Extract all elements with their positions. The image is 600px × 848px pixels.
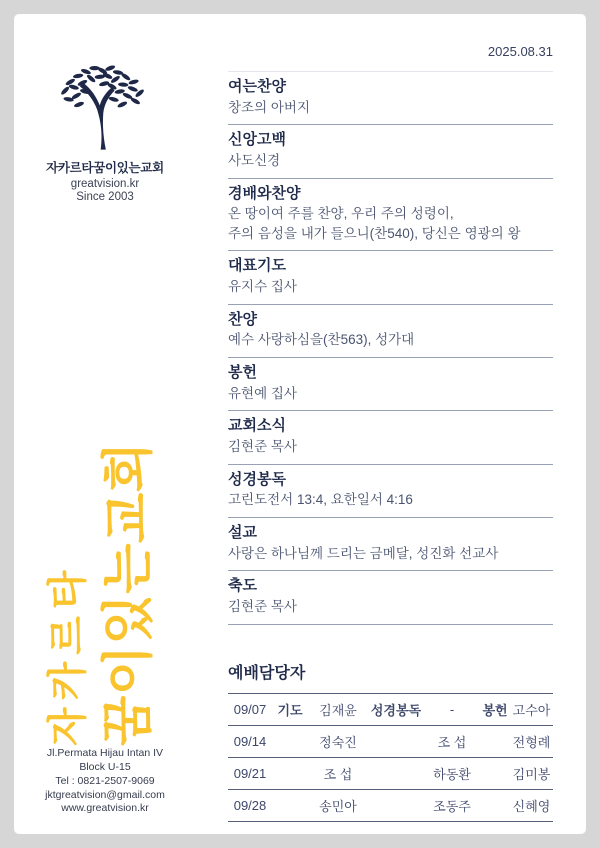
section-opening-praise xyxy=(228,72,553,125)
section-title: 설교 xyxy=(228,523,257,541)
section-sermon xyxy=(228,518,553,571)
address-line-tel: Tel : 0821-2507-9069 xyxy=(55,774,155,787)
section-detail: 주의 음성을 내가 들으니(찬540), 당신은 영광의 왕 xyxy=(228,225,521,241)
cell-label-prayer: 기도 xyxy=(277,703,303,718)
section-title: 교회소식 xyxy=(228,417,286,435)
cell-label-scripture xyxy=(368,726,424,758)
tree-logo-icon xyxy=(53,62,157,154)
bulletin-page xyxy=(14,14,586,834)
cell-label-scripture xyxy=(368,790,424,822)
section-church-news xyxy=(228,411,553,464)
service-date: 2025.08.31 xyxy=(487,44,553,59)
section-title: 찬양 xyxy=(228,310,257,328)
section-worship-and-praise xyxy=(228,179,553,252)
sidebar xyxy=(14,14,214,834)
section-scripture-reading xyxy=(228,465,553,518)
table-row xyxy=(228,726,553,758)
cell-offering-name: 전형례 xyxy=(512,735,551,750)
address-line-block: Block U-15 xyxy=(79,760,131,773)
worship-order-list xyxy=(228,71,553,625)
section-detail: 김현준 목사 xyxy=(228,439,297,455)
section-title: 신앙고백 xyxy=(228,131,286,149)
team-schedule-table xyxy=(228,693,553,822)
section-title: 봉헌 xyxy=(228,364,257,382)
section-offering xyxy=(228,358,553,411)
vertical-brand-line2: 꿈이있는교회 xyxy=(100,441,158,746)
section-title: 성경봉독 xyxy=(228,470,286,488)
cell-prayer-name: 정숙진 xyxy=(319,735,357,750)
cell-scripture-name: 조 섭 xyxy=(437,735,467,750)
section-title: 대표기도 xyxy=(228,257,286,275)
section-title: 여는찬양 xyxy=(228,78,286,95)
cell-offering-name: 김미봉 xyxy=(512,767,551,782)
table-row xyxy=(228,694,553,726)
team-schedule-title: 예배담당자 xyxy=(228,665,306,682)
section-detail: 사랑은 하나님께 드리는 금메달, 성진화 선교사 xyxy=(228,545,499,561)
section-detail: 고린도전서 13:4, 요한일서 4:16 xyxy=(228,492,413,508)
section-confession-of-faith xyxy=(228,125,553,178)
cell-prayer-name: 김재윤 xyxy=(319,703,357,718)
section-title: 경배와찬양 xyxy=(228,184,301,202)
section-representative-prayer xyxy=(228,251,553,304)
section-detail: 유지수 집사 xyxy=(228,279,297,295)
cell-label-scripture xyxy=(368,758,424,790)
section-detail: 유현예 집사 xyxy=(228,385,297,401)
cell-label-offering xyxy=(480,758,510,790)
section-detail: 예수 사랑하심을(찬563), 성가대 xyxy=(228,332,415,348)
address-line-email: jktgreatvision@gmail.com xyxy=(45,788,165,801)
cell-date: 09/28 xyxy=(233,798,267,813)
section-detail: 김현준 목사 xyxy=(228,598,297,614)
cell-prayer-name: 송민아 xyxy=(319,799,357,814)
section-detail: 사도신경 xyxy=(228,153,281,169)
cell-offering-name: 신혜영 xyxy=(512,799,551,814)
section-praise xyxy=(228,305,553,358)
table-row xyxy=(228,790,553,822)
worship-order-column xyxy=(228,44,553,625)
cell-label-offering xyxy=(480,726,510,758)
section-benediction xyxy=(228,571,553,624)
cell-label-offering: 봉헌 xyxy=(482,703,508,718)
cell-scripture-name: 하동환 xyxy=(433,767,471,782)
cell-offering-name: 고수아 xyxy=(512,703,551,718)
section-detail: 온 땅이여 주를 찬양, 우리 주의 성령이, xyxy=(228,206,454,222)
cell-label-scripture: 성경봉독 xyxy=(370,703,422,718)
section-title: 축도 xyxy=(228,577,257,595)
cell-scripture-name: - xyxy=(449,702,455,717)
cell-label-prayer xyxy=(272,726,308,758)
address-line-website: www.greatvision.kr xyxy=(61,802,149,815)
cell-prayer-name: 조 섭 xyxy=(323,767,353,782)
worship-team-schedule xyxy=(228,660,553,822)
vertical-brand-line1: 자카르타 xyxy=(46,563,90,746)
vertical-brand-text xyxy=(40,434,168,746)
cell-date: 09/14 xyxy=(233,734,267,749)
cell-date: 09/21 xyxy=(233,766,267,781)
section-detail: 창조의 아버지 xyxy=(228,99,310,115)
cell-date: 09/07 xyxy=(233,702,267,717)
contact-address xyxy=(24,747,186,816)
logo-since: Since 2003 xyxy=(76,191,134,203)
cell-label-offering xyxy=(480,790,510,822)
vertical-brand xyxy=(40,434,168,746)
logo-website: greatvision.kr xyxy=(70,178,140,190)
cell-scripture-name: 조동주 xyxy=(433,799,471,814)
cell-label-prayer xyxy=(272,758,308,790)
church-logo xyxy=(30,62,180,203)
address-line-street: Jl.Permata Hijau Intan IV xyxy=(46,747,164,759)
logo-church-name: 자카르타꿈이있는교회 xyxy=(46,161,164,175)
cell-label-prayer xyxy=(272,790,308,822)
table-row xyxy=(228,758,553,790)
